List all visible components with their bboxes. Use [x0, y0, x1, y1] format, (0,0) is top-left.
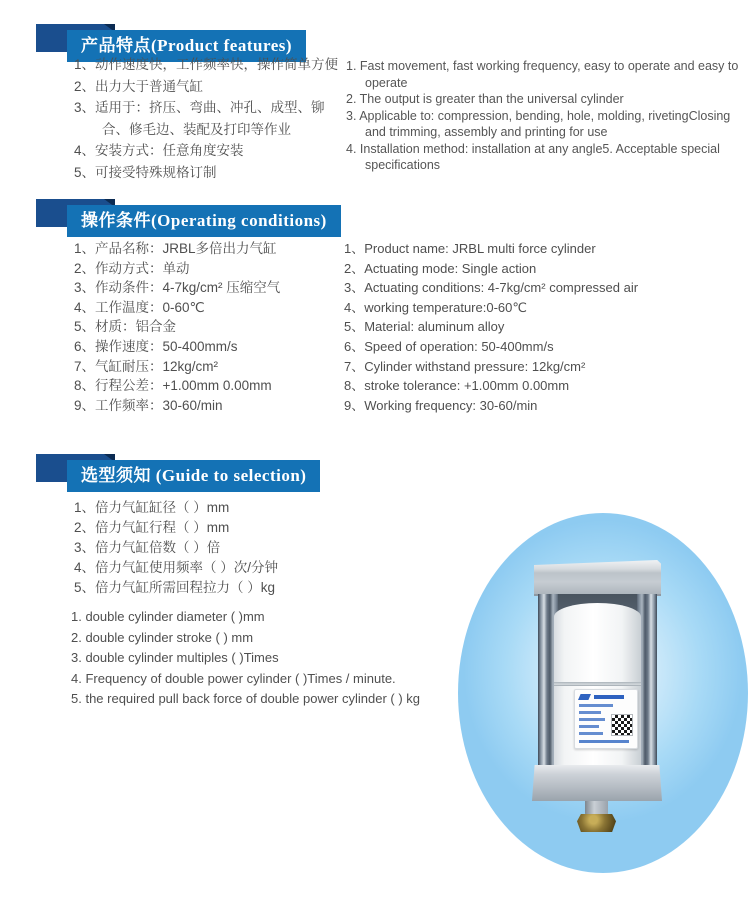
operating-en-item: 8、stroke tolerance: +1.00mm 0.00mm [344, 378, 570, 394]
brass-nut [577, 814, 616, 832]
operating-cn-item: 1、产品名称：JRBL多倍出力气缸 [74, 241, 277, 256]
operating-cn-item: 4、工作温度：0-60℃ [74, 299, 205, 315]
cylinder-body [538, 594, 657, 770]
features-cn-item: 4、安装方式：任意角度安装 [74, 143, 244, 158]
operating-cn-item: 9、工作频率：30-60/min [74, 397, 223, 413]
brand-logo-icon [578, 694, 591, 700]
selection-cn-item: 2、倍力气缸行程（ ）mm [74, 520, 230, 535]
label-spec-row [579, 732, 603, 735]
operating-en-item: 9、Working frequency: 30-60/min [344, 397, 538, 413]
selection-en-item: 4. Frequency of double power cylinder ( )Times / minute. [71, 670, 396, 686]
operating-en-item: 5、Material: aluminum alloy [344, 319, 505, 335]
operating-cn-item: 3、作动条件：4-7kg/cm² 压缩空气 [74, 280, 281, 296]
operating-en-item: 1、Product name: JRBL multi force cylinder [344, 241, 596, 256]
selection-cn-item: 3、倍力气缸倍数（ ）倍 [74, 540, 221, 555]
selection-en-item: 2. double cylinder stroke ( ) mm [71, 629, 254, 645]
brand-logo-text [594, 695, 624, 699]
features-cn-item: 3、适用于：挤压、弯曲、冲孔、成型、铆合、修毛边、装配及打印等作业 [74, 100, 325, 137]
selection-cn-item: 4、倍力气缸使用频率（ ）次/分钟 [74, 560, 279, 575]
operating-cn-item: 5、材质：铝合金 [74, 319, 177, 335]
features-en-item: 3. Applicable to: compression, bending, hole, molding, rivetingClosing and trimming, assembly and printing for use [346, 108, 731, 139]
operating-list-en [344, 239, 746, 415]
features-list-cn [74, 54, 346, 183]
features-cn-item: 2、出力大于普通气缸 [74, 78, 204, 94]
label-spec-row [579, 711, 601, 714]
selection-en-item: 1. double cylinder diameter ( )mm [71, 609, 265, 624]
cylinder-top-plate [534, 560, 661, 596]
operating-en-item: 4、working temperature:0-60℃ [344, 299, 527, 315]
label-spec-row [579, 725, 599, 728]
operating-cn-item: 6、操作速度：50-400mm/s [74, 338, 238, 354]
features-en-item: 1. Fast movement, fast working frequency, easy to operate and easy to operate [346, 59, 739, 90]
cylinder-rod-boss [585, 801, 608, 815]
features-list-en [346, 58, 746, 174]
features-en-item: 4. Installation method: installation at any angle5. Acceptable special specifications [346, 141, 720, 172]
label-spec-row [579, 740, 629, 743]
selection-list-cn [74, 498, 414, 598]
operating-cn-item: 8、行程公差：+1.00mm 0.00mm [74, 378, 272, 394]
operating-list-cn [74, 239, 356, 415]
features-cn-item: 5、可接受特殊规格订制 [74, 164, 217, 180]
features-en-item: 2. The output is greater than the universal cylinder [346, 92, 624, 106]
features-cn-item: 1、动作速度快，工作频率快，操作简单方便 [74, 57, 339, 72]
operating-en-item: 3、Actuating conditions: 4-7kg/cm² compressed air [344, 280, 639, 296]
operating-en-item: 2、Actuating mode: Single action [344, 260, 537, 276]
operating-en-item: 6、Speed of operation: 50-400mm/s [344, 338, 554, 354]
selection-cn-item: 5、倍力气缸所需回程拉力（ ）kg [74, 580, 276, 595]
cylinder-bottom-plate [532, 765, 662, 801]
selection-en-item: 5. the required pull back force of double power cylinder ( ) kg [71, 691, 421, 706]
section-title-features: 产品特点(Product features) [67, 30, 306, 62]
label-spec-row [579, 704, 613, 707]
section-title-operating: 操作条件(Operating conditions) [67, 205, 341, 237]
cylinder-seam [554, 682, 641, 686]
section-title-selection: 选型须知 (Guide to selection) [67, 460, 320, 492]
selection-cn-item: 1、倍力气缸缸径（ ）mm [74, 500, 230, 515]
product-photo [458, 513, 748, 873]
operating-cn-item: 2、作动方式：单动 [74, 260, 190, 276]
label-spec-row [579, 718, 605, 721]
selection-en-item: 3. double cylinder multiples ( )Times [71, 650, 279, 665]
product-label [574, 689, 638, 749]
operating-cn-item: 7、气缸耐压：12kg/cm² [74, 358, 219, 374]
qr-code-icon [611, 714, 633, 736]
operating-en-item: 7、Cylinder withstand pressure: 12kg/cm² [344, 358, 586, 374]
